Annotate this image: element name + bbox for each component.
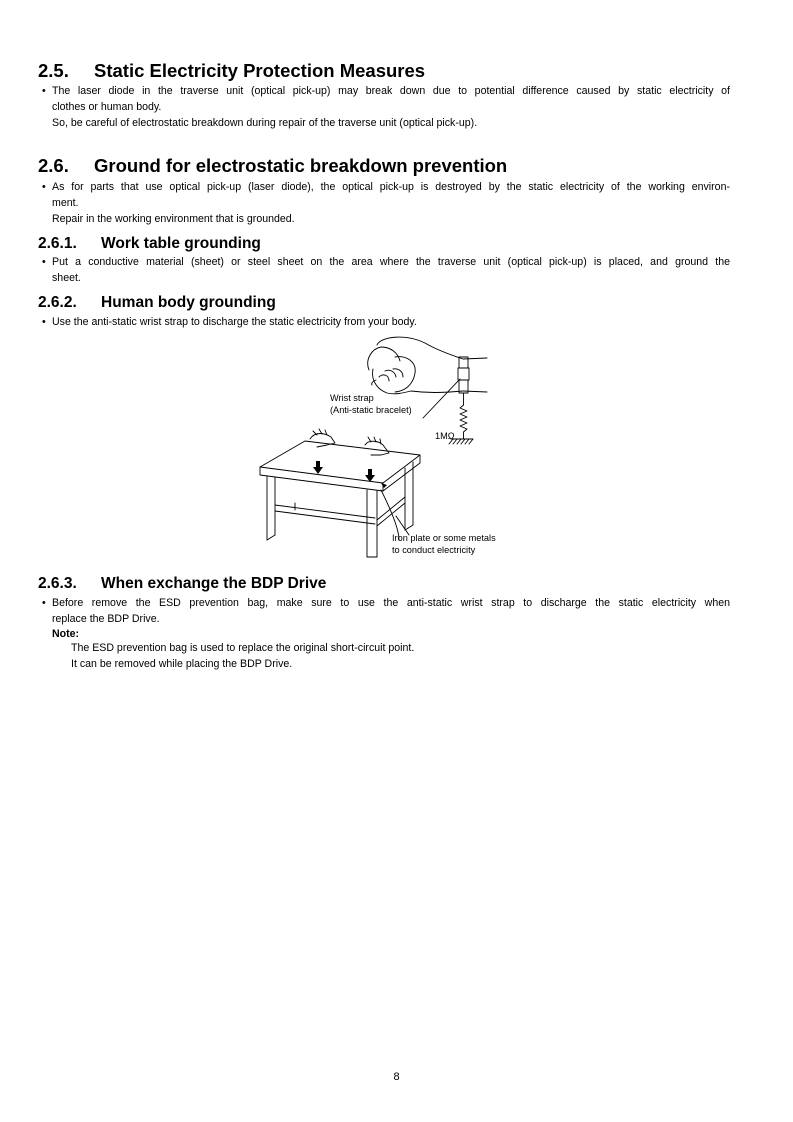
iron-plate-label: Iron plate or some metals to conduct electricity (392, 533, 496, 555)
paragraph-line: So, be careful of electrostatic breakdown during repair of the traverse unit (optical pick-up). (52, 116, 478, 129)
wrist-strap-label: Wrist strap (Anti-static bracelet) (330, 393, 412, 415)
note-line: The ESD prevention bag is used to replace the original short-circuit point. (71, 642, 415, 654)
section-number: 2.6.3. (38, 575, 77, 592)
grounding-diagram (255, 335, 530, 560)
section-title: Static Electricity Protection Measures (94, 60, 426, 81)
paragraph-line: clothes or human body. (52, 100, 162, 113)
section-number: 2.6. (38, 155, 69, 176)
bullet: • (42, 85, 46, 97)
paragraph-line: Before remove the ESD prevention bag, make sure to use the anti-static wrist strap to discharge the static electricity when (52, 597, 730, 609)
section-number: 2.6.1. (38, 235, 77, 252)
note-line: It can be removed while placing the BDP Drive. (71, 658, 293, 670)
paragraph-line: sheet. (52, 271, 81, 284)
section-2-6-2-paragraph (42, 315, 730, 331)
paragraph-line: The laser diode in the traverse unit (optical pick-up) may break down due to potential difference caused by static electricity of (52, 85, 730, 97)
page-number: 8 (393, 1071, 400, 1083)
section-title: Ground for electrostatic breakdown prevention (94, 155, 508, 176)
down-arrows (313, 461, 387, 488)
note-label: Note: (52, 628, 80, 640)
paragraph-line: Put a conductive material (sheet) or steel sheet on the area where the traverse unit (optical pick-up) is placed, and ground the (52, 256, 730, 268)
pointer-arrow-icon (381, 483, 387, 488)
paragraph-line: As for parts that use optical pick-up (laser diode), the optical pick-up is destroyed by the static electricity of the working environ- (52, 181, 730, 193)
leader-line (423, 379, 460, 418)
paragraph-line: Use the anti-static wrist strap to discharge the static electricity from your body. (52, 316, 417, 328)
bullet: • (42, 597, 46, 609)
bullet: • (42, 316, 46, 328)
paragraph-line: replace the BDP Drive. (52, 612, 160, 625)
resistor-label: 1MΩ (435, 431, 455, 441)
bullet: • (42, 256, 46, 268)
grounding-illustration (255, 335, 530, 560)
section-title: Work table grounding (101, 235, 261, 252)
paragraph-line: Repair in the working environment that is grounded. (52, 212, 295, 225)
section-2-6-3-paragraph (42, 596, 730, 628)
section-2-5-paragraph (42, 84, 730, 131)
hand-with-wrist-strap (368, 337, 487, 444)
down-arrow-icon (313, 461, 323, 474)
section-title: When exchange the BDP Drive (101, 575, 327, 592)
section-2-6-1-paragraph (42, 255, 730, 287)
section-2-6-paragraph (42, 180, 730, 227)
section-number: 2.6.2. (38, 294, 77, 311)
down-arrow-icon (365, 469, 375, 482)
section-number: 2.5. (38, 60, 69, 81)
paragraph-line: ment. (52, 196, 79, 209)
section-title: Human body grounding (101, 294, 276, 311)
bullet: • (42, 181, 46, 193)
